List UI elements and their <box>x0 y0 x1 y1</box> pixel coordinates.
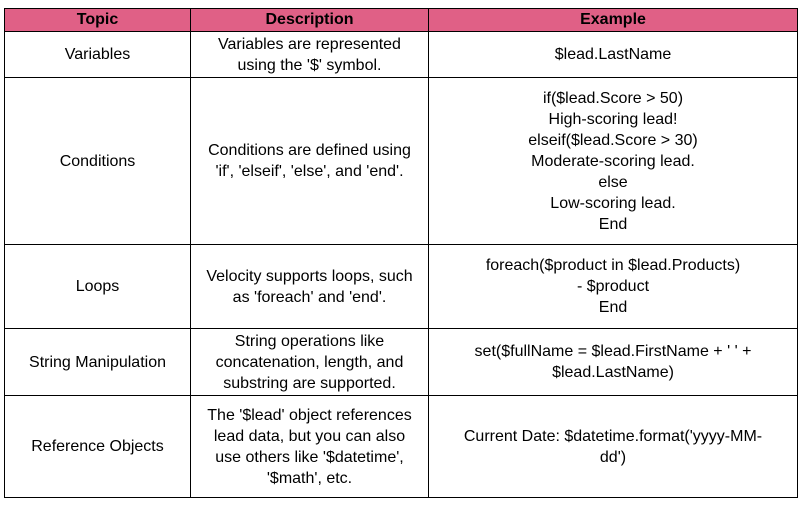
example-line: End <box>598 299 628 316</box>
description-line: The '$lead' object references <box>207 406 412 424</box>
header-topic: Topic <box>5 9 191 32</box>
topic-cell: Variables <box>5 32 191 78</box>
example-line: $lead.LastName <box>554 46 672 63</box>
topic-cell: String Manipulation <box>5 329 191 396</box>
table-row <box>5 32 798 78</box>
example-line: dd') <box>599 448 627 466</box>
description-line: as 'foreach' and 'end'. <box>232 288 387 306</box>
example-cell <box>429 396 798 498</box>
description-cell <box>191 329 429 396</box>
topic-cell: Loops <box>5 245 191 329</box>
description-cell <box>191 32 429 78</box>
table-row <box>5 396 798 498</box>
example-line: foreach($product in $lead.Products) <box>485 257 741 274</box>
description-cell <box>191 78 429 245</box>
topic-cell: Conditions <box>5 78 191 245</box>
topic-cell: Reference Objects <box>5 396 191 498</box>
description-line: Variables are represented <box>218 35 401 53</box>
description-line: use others like '$datetime', <box>215 448 404 466</box>
header-description: Description <box>191 9 429 32</box>
description-line: using the '$' symbol. <box>237 56 382 74</box>
example-line: if($lead.Score > 50) <box>542 89 684 107</box>
description-line: '$math', etc. <box>266 469 353 487</box>
header-example: Example <box>429 9 798 32</box>
table-row <box>5 329 798 396</box>
example-cell <box>429 245 798 329</box>
description-line: substring are supported. <box>223 374 396 392</box>
example-cell <box>429 78 798 245</box>
description-line: String operations like <box>234 332 385 350</box>
example-line: set($fullName = $lead.FirstName + ' ' + <box>474 343 752 360</box>
table-row <box>5 245 798 329</box>
example-line: End <box>598 215 628 233</box>
velocity-topics-table <box>4 8 798 498</box>
description-line: Velocity supports loops, such <box>206 267 413 285</box>
example-line: Current Date: $datetime.format('yyyy-MM- <box>463 427 763 445</box>
example-line: Low-scoring lead. <box>550 194 676 212</box>
description-line: concatenation, length, and <box>215 353 404 371</box>
example-cell <box>429 329 798 396</box>
table-row <box>5 78 798 245</box>
description-cell <box>191 396 429 498</box>
example-line: $lead.LastName) <box>552 364 674 381</box>
example-line: High-scoring lead! <box>548 110 678 128</box>
example-line: - $product <box>576 278 650 295</box>
description-cell <box>191 245 429 329</box>
description-line: Conditions are defined using <box>208 142 411 159</box>
description-line: lead data, but you can also <box>213 427 406 445</box>
example-line: Moderate-scoring lead. <box>531 152 695 170</box>
example-cell <box>429 32 798 78</box>
header-row <box>5 9 798 32</box>
example-line: else <box>598 173 628 191</box>
description-line: 'if', 'elseif', 'else', and 'end'. <box>215 163 404 180</box>
example-line: elseif($lead.Score > 30) <box>528 131 698 149</box>
